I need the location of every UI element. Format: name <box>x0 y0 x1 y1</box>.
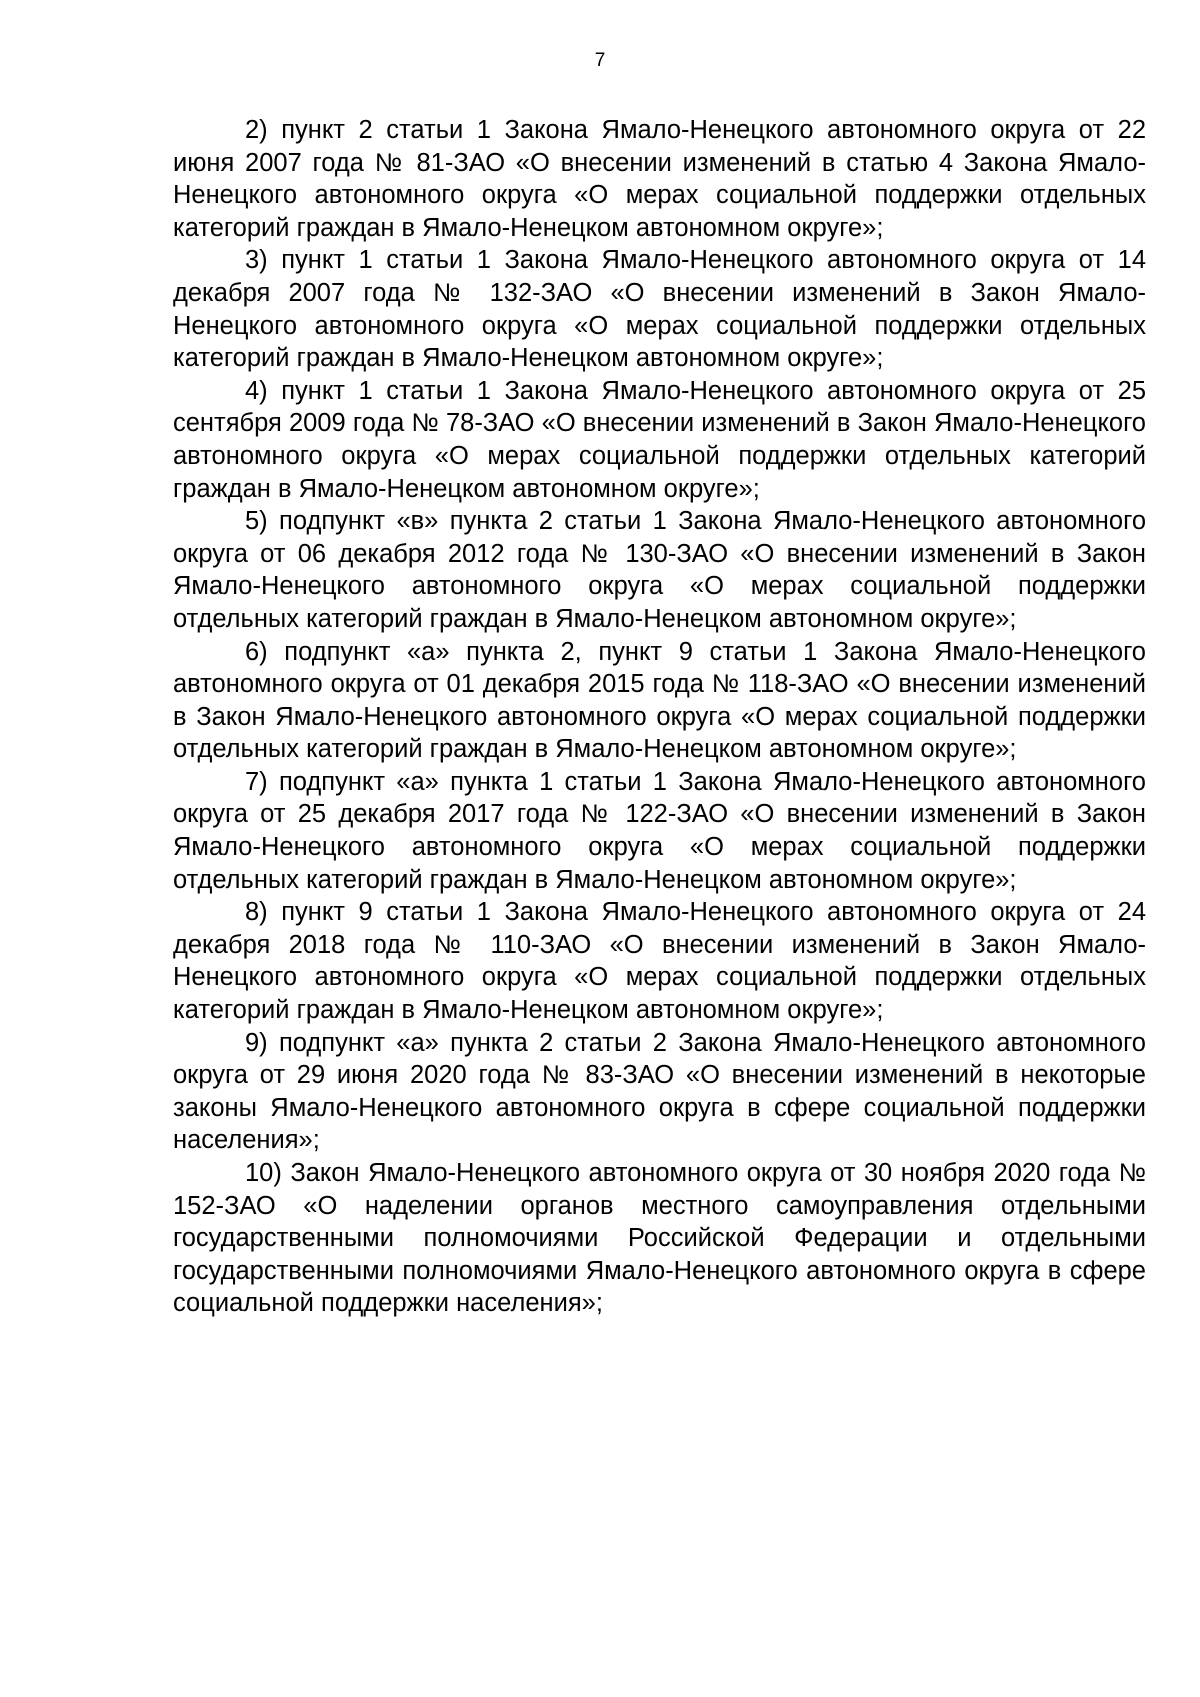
list-item: 4) пункт 1 статьи 1 Закона Ямало-Ненецкого автономного округа от 25 сентября 2009 года № 78-ЗАО «О внесении изменений в Закон Ямало-Ненецкого автономного округа «О мерах социальной поддержки отдельных категорий граждан в Ямало-Ненецком автономном округе»; <box>173 376 1146 503</box>
page-number: 7 <box>594 50 606 71</box>
list-item: 8) пункт 9 статьи 1 Закона Ямало-Ненецкого автономного округа от 24 декабря 2018 года № 110-ЗАО «О внесении изменений в Закон Ямало-Ненецкого автономного округа «О мерах социальной поддержки отдельных категорий граждан в Ямало-Ненецком автономном округе»; <box>173 898 1146 1025</box>
list-item: 7) подпункт «а» пункта 1 статьи 1 Закона Ямало-Ненецкого автономного округа от 25 декабря 2017 года № 122-ЗАО «О внесении изменений в Закон Ямало-Ненецкого автономного округа «О мерах социальной поддержки отдельных категорий граждан в Ямало-Ненецком автономном округе»; <box>173 767 1146 894</box>
list-item: 9) подпункт «а» пункта 2 статьи 2 Закона Ямало-Ненецкого автономного округа от 29 июня 2020 года № 83-ЗАО «О внесении изменений в некоторые законы Ямало-Ненецкого автономного округа в сфере социальной поддержки населения»; <box>173 1028 1146 1155</box>
list-item: 5) подпункт «в» пункта 2 статьи 1 Закона Ямало-Ненецкого автономного округа от 06 декабря 2012 года № 130-ЗАО «О внесении изменений в Закон Ямало-Ненецкого автономного округа «О мерах социальной поддержки отдельных категорий граждан в Ямало-Ненецком автономном округе»; <box>173 507 1146 633</box>
list-item: 2) пункт 2 статьи 1 Закона Ямало-Ненецкого автономного округа от 22 июня 2007 года № 81-ЗАО «О внесении изменений в статью 4 Закона Ямало-Ненецкого автономного округа «О мерах социальной поддержки отдельных категорий граждан в Ямало-Ненецком автономном округе»; <box>173 116 1146 242</box>
list-item: 10) Закон Ямало-Ненецкого автономного округа от 30 ноября 2020 года № 152-ЗАО «О наделении органов местного самоуправления отдельными государственными полномочиями Российской Федерации и отдельными государственными полномочиями Ямало-Ненецкого автономного округа в сфере социальной поддержки населения»; <box>173 1159 1146 1318</box>
document-body <box>173 114 1146 1320</box>
list-item: 6) подпункт «а» пункта 2, пункт 9 статьи 1 Закона Ямало-Ненецкого автономного округа от 01 декабря 2015 года № 118-ЗАО «О внесении изменений в Закон Ямало-Ненецкого автономного округа «О мерах социальной поддержки отдельных категорий граждан в Ямало-Ненецком автономном округе»; <box>173 637 1146 764</box>
list-item: 3) пункт 1 статьи 1 Закона Ямало-Ненецкого автономного округа от 14 декабря 2007 года № 132-ЗАО «О внесении изменений в Закон Ямало-Ненецкого автономного округа «О мерах социальной поддержки отдельных категорий граждан в Ямало-Ненецком автономном округе»; <box>173 246 1146 373</box>
